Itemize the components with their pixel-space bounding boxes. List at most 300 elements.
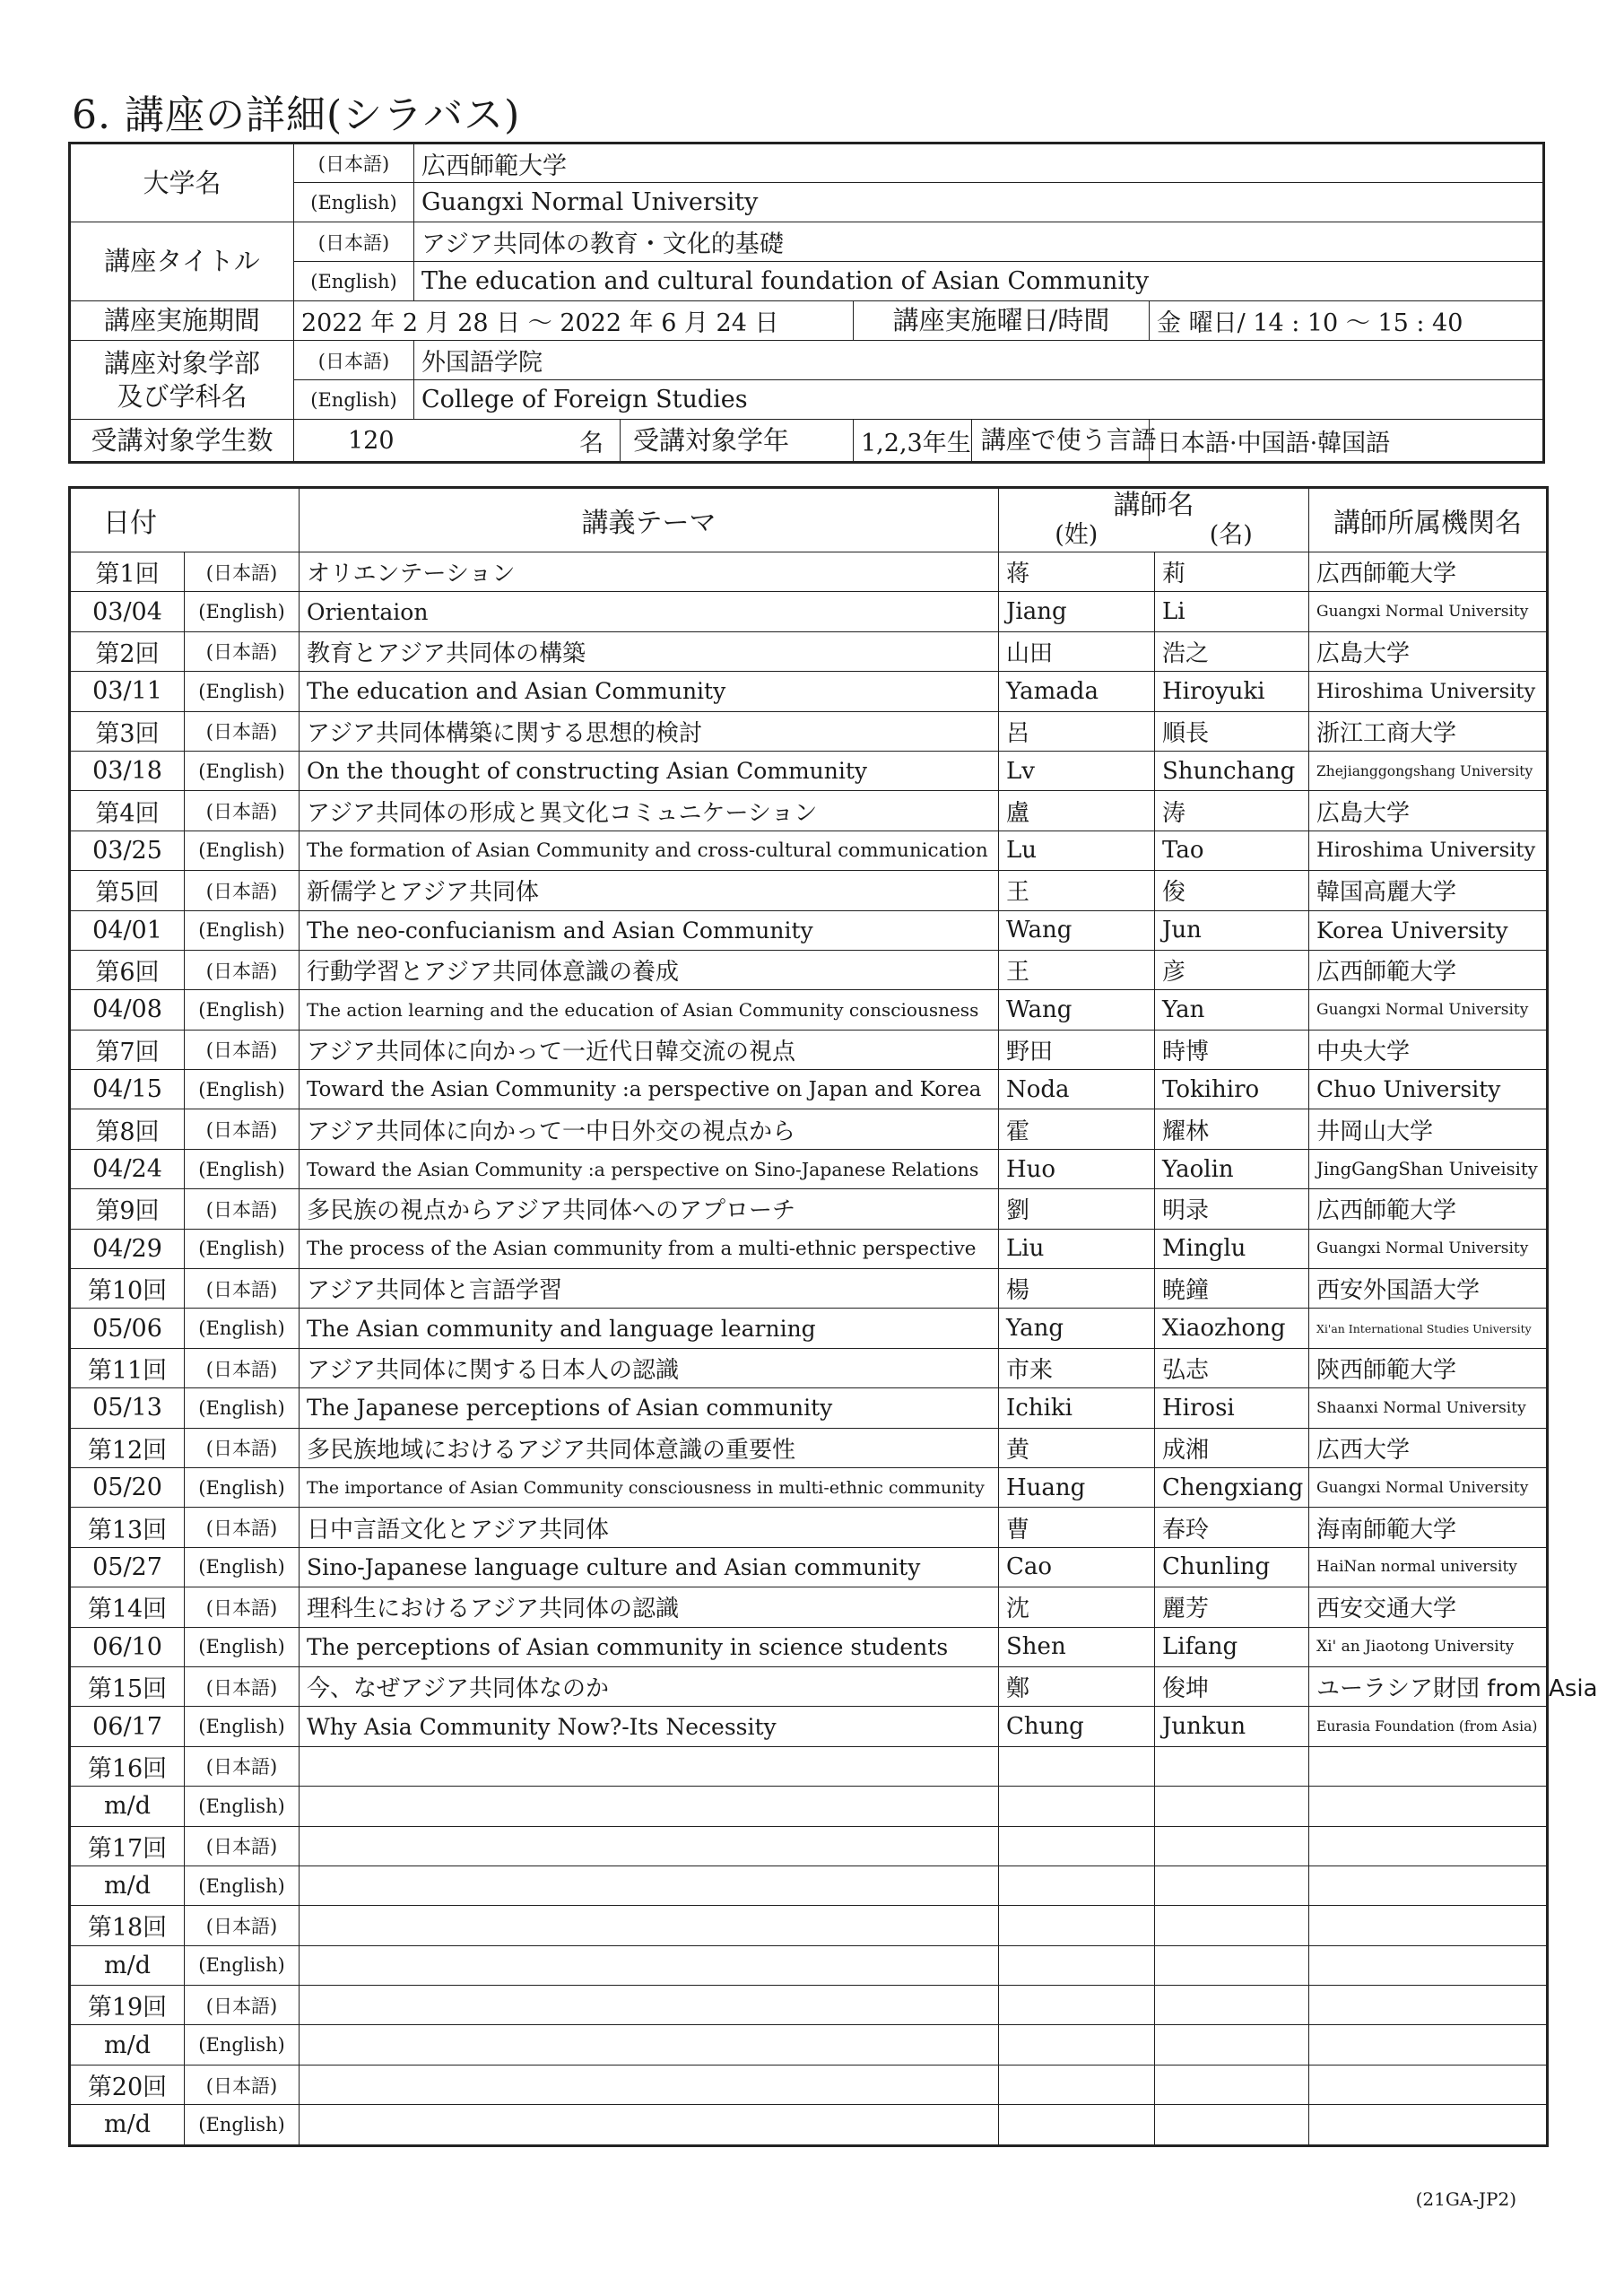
session-row-en <box>70 1388 1548 1428</box>
session-row-en <box>70 672 1548 711</box>
session-row-ja <box>70 1109 1548 1149</box>
family-name-ja: 劉 <box>999 1189 1155 1229</box>
theme-en: On the thought of constructing Asian Community <box>300 751 999 790</box>
given-name-ja: 時博 <box>1155 1030 1309 1069</box>
affiliation-ja <box>1309 1906 1548 1945</box>
affiliation-en: Eurasia Foundation (from Asia) <box>1309 1707 1548 1746</box>
affiliation-en <box>1309 1787 1548 1826</box>
theme-ja: アジア共同体に関する日本人の認識 <box>300 1348 999 1387</box>
lang-tag: (English) <box>185 1787 300 1826</box>
affiliation-en: Guangxi Normal University <box>1309 1229 1548 1268</box>
affiliation-ja: 広西大学 <box>1309 1428 1548 1467</box>
theme-en: The action learning and the education of Asian Community consciousness <box>300 990 999 1030</box>
session-row-en <box>70 1309 1548 1348</box>
session-number: 第8回 <box>70 1109 185 1149</box>
theme-en <box>300 2025 999 2065</box>
given-name-en: Lifang <box>1155 1627 1309 1666</box>
session-row-ja <box>70 950 1548 989</box>
theme-ja: 教育とアジア共同体の構築 <box>300 631 999 671</box>
theme-ja: オリエンテーション <box>300 552 999 592</box>
affiliation-en <box>1309 2105 1548 2145</box>
session-row-en <box>70 592 1548 631</box>
family-name-en <box>999 2105 1155 2145</box>
affiliation-en <box>1309 1945 1548 1985</box>
theme-ja: アジア共同体構築に関する思想的検討 <box>300 711 999 751</box>
session-number: 第2回 <box>70 631 185 671</box>
session-date: 05/20 <box>70 1467 185 1507</box>
affiliation-ja: 井岡山大学 <box>1309 1109 1548 1149</box>
session-number: 第20回 <box>70 2065 185 2104</box>
session-date: 05/13 <box>70 1388 185 1428</box>
theme-ja <box>300 1906 999 1945</box>
theme-en: Toward the Asian Community :a perspective on Japan and Korea <box>300 1070 999 1109</box>
affiliation-ja <box>1309 1746 1548 1786</box>
session-date: m/d <box>70 2025 185 2065</box>
theme-ja: アジア共同体に向かって一近代日韓交流の視点 <box>300 1030 999 1069</box>
family-name-ja <box>999 1906 1155 1945</box>
session-number: 第15回 <box>70 1666 185 1706</box>
theme-en: Sino-Japanese language culture and Asian community <box>300 1547 999 1587</box>
lang-tag: (日本語) <box>185 1109 300 1149</box>
lang-tag: (日本語) <box>294 341 414 380</box>
theme-en: Why Asia Community Now?-Its Necessity <box>300 1707 999 1746</box>
theme-en <box>300 1866 999 1905</box>
university-ja: 広西師範大学 <box>414 144 1544 183</box>
family-name-ja: 盧 <box>999 791 1155 831</box>
session-number: 第17回 <box>70 1826 185 1866</box>
theme-ja: 日中言語文化とアジア共同体 <box>300 1508 999 1547</box>
lang-tag: (English) <box>185 1945 300 1985</box>
theme-en: Orientaion <box>300 592 999 631</box>
lang-tag: (日本語) <box>294 222 414 262</box>
session-row-en <box>70 2105 1548 2145</box>
lang-tag: (English) <box>185 1309 300 1348</box>
lang-tag: (English) <box>185 2105 300 2145</box>
theme-ja: アジア共同体の形成と異文化コミュニケーション <box>300 791 999 831</box>
lang-tag: (English) <box>185 1547 300 1587</box>
family-name-en <box>999 1866 1155 1905</box>
lang-tag: (日本語) <box>185 1986 300 2025</box>
session-date: 03/11 <box>70 672 185 711</box>
given-name-en <box>1155 2025 1309 2065</box>
session-row-en <box>70 2025 1548 2065</box>
family-name-en: Wang <box>999 990 1155 1030</box>
weekday-label: 講座実施曜日/時間 <box>854 301 1150 341</box>
family-name-en <box>999 1787 1155 1826</box>
header-given-name: (名) <box>1209 521 1253 549</box>
year-label: 受講対象学年 <box>621 420 854 463</box>
session-date: 04/01 <box>70 910 185 950</box>
session-number: 第6回 <box>70 950 185 989</box>
theme-en: The neo-confucianism and Asian Community <box>300 910 999 950</box>
given-name-en: Jun <box>1155 910 1309 950</box>
given-name-ja: 暁鐘 <box>1155 1269 1309 1309</box>
family-name-ja: 霍 <box>999 1109 1155 1149</box>
family-name-ja: 蒋 <box>999 552 1155 592</box>
affiliation-ja: 中央大学 <box>1309 1030 1548 1069</box>
given-name-en <box>1155 2105 1309 2145</box>
theme-ja: アジア共同体に向かって一中日外交の視点から <box>300 1109 999 1149</box>
session-row-ja <box>70 631 1548 671</box>
theme-en: The Asian community and language learning <box>300 1309 999 1348</box>
given-name-ja: 麗芳 <box>1155 1587 1309 1627</box>
family-name-en: Wang <box>999 910 1155 950</box>
given-name-en: Li <box>1155 592 1309 631</box>
session-row-en <box>70 1945 1548 1985</box>
lang-tag: (日本語) <box>185 1508 300 1547</box>
lang-tag: (日本語) <box>185 791 300 831</box>
session-row-en <box>70 1229 1548 1268</box>
affiliation-en: Hiroshima University <box>1309 831 1548 870</box>
session-date: m/d <box>70 2105 185 2145</box>
family-name-ja <box>999 1746 1155 1786</box>
session-number: 第10回 <box>70 1269 185 1309</box>
lang-tag: (日本語) <box>185 1666 300 1706</box>
course-title-en: The education and cultural foundation of Asian Community <box>414 262 1544 301</box>
affiliation-en: Hiroshima University <box>1309 672 1548 711</box>
session-number: 第9回 <box>70 1189 185 1229</box>
session-date: m/d <box>70 1866 185 1905</box>
university-en: Guangxi Normal University <box>414 183 1544 222</box>
family-name-ja: 沈 <box>999 1587 1155 1627</box>
lang-tag: (日本語) <box>294 144 414 183</box>
session-row-en <box>70 1707 1548 1746</box>
affiliation-ja: 西安交通大学 <box>1309 1587 1548 1627</box>
university-label: 大学名 <box>70 144 294 222</box>
session-row-ja <box>70 791 1548 831</box>
affiliation-ja: 広西師範大学 <box>1309 1189 1548 1229</box>
lang-tag: (日本語) <box>185 1348 300 1387</box>
lang-tag: (English) <box>185 1070 300 1109</box>
form-code: (21GA-JP2) <box>1415 2188 1516 2210</box>
family-name-ja: 呂 <box>999 711 1155 751</box>
theme-en: The formation of Asian Community and cross-cultural communication <box>300 831 999 870</box>
lang-tag: (日本語) <box>185 1746 300 1786</box>
family-name-en: Cao <box>999 1547 1155 1587</box>
session-date: 05/27 <box>70 1547 185 1587</box>
session-date: 04/29 <box>70 1229 185 1268</box>
affiliation-en: Xi'an International Studies University <box>1309 1309 1548 1348</box>
theme-ja: 多民族の視点からアジア共同体へのアプローチ <box>300 1189 999 1229</box>
session-row-en <box>70 1787 1548 1826</box>
session-number: 第16回 <box>70 1746 185 1786</box>
session-date: 04/08 <box>70 990 185 1030</box>
session-row-ja <box>70 1428 1548 1467</box>
family-name-en: Chung <box>999 1707 1155 1746</box>
family-name-en: Noda <box>999 1070 1155 1109</box>
given-name-ja <box>1155 1746 1309 1786</box>
given-name-ja: 俊坤 <box>1155 1666 1309 1706</box>
lang-tag: (日本語) <box>185 1587 300 1627</box>
language-value: 日本語·中国語·韓国語 <box>1150 420 1544 463</box>
lang-tag: (English) <box>185 1707 300 1746</box>
students-unit: 名 <box>579 429 604 457</box>
lang-tag: (English) <box>185 910 300 950</box>
header-family-name: (姓) <box>1055 521 1099 549</box>
given-name-ja: 成湘 <box>1155 1428 1309 1467</box>
given-name-en <box>1155 1945 1309 1985</box>
family-name-en: Huang <box>999 1467 1155 1507</box>
affiliation-ja: ユーラシア財団 from Asia <box>1309 1666 1548 1706</box>
session-row-en <box>70 831 1548 870</box>
header-instructor <box>999 488 1309 552</box>
given-name-en: Yaolin <box>1155 1149 1309 1188</box>
session-row-en <box>70 1467 1548 1507</box>
session-date: 04/24 <box>70 1149 185 1188</box>
given-name-ja: 彦 <box>1155 950 1309 989</box>
course-title-label: 講座タイトル <box>70 222 294 301</box>
lang-tag: (日本語) <box>185 1269 300 1309</box>
session-date: m/d <box>70 1945 185 1985</box>
language-label: 講座で使う言語 <box>971 420 1157 461</box>
given-name-ja <box>1155 2065 1309 2104</box>
session-date: 03/18 <box>70 751 185 790</box>
given-name-ja: 莉 <box>1155 552 1309 592</box>
theme-ja: 行動学習とアジア共同体意識の養成 <box>300 950 999 989</box>
lang-tag: (English) <box>185 1149 300 1188</box>
lang-tag: (日本語) <box>185 950 300 989</box>
family-name-en: Jiang <box>999 592 1155 631</box>
affiliation-en <box>1309 2025 1548 2065</box>
session-date: 06/10 <box>70 1627 185 1666</box>
session-number: 第12回 <box>70 1428 185 1467</box>
affiliation-ja <box>1309 1826 1548 1866</box>
given-name-ja: 涛 <box>1155 791 1309 831</box>
faculty-en: College of Foreign Studies <box>414 380 1544 420</box>
theme-ja: 多民族地域におけるアジア共同体意識の重要性 <box>300 1428 999 1467</box>
lang-tag: (English) <box>185 1467 300 1507</box>
session-row-ja <box>70 1189 1548 1229</box>
session-row-ja <box>70 1666 1548 1706</box>
period-label: 講座実施期間 <box>70 301 294 341</box>
family-name-ja: 黄 <box>999 1428 1155 1467</box>
theme-en <box>300 1945 999 1985</box>
lang-tag: (English) <box>185 1388 300 1428</box>
session-row-ja <box>70 1587 1548 1627</box>
lang-tag: (English) <box>185 1627 300 1666</box>
family-name-ja: 山田 <box>999 631 1155 671</box>
session-row-en <box>70 1866 1548 1905</box>
theme-ja <box>300 1986 999 2025</box>
affiliation-ja: 広西師範大学 <box>1309 552 1548 592</box>
family-name-ja: 王 <box>999 871 1155 910</box>
course-title-ja: アジア共同体の教育・文化的基礎 <box>414 222 1544 262</box>
theme-ja: 理科生におけるアジア共同体の認識 <box>300 1587 999 1627</box>
header-affiliation: 講師所属機関名 <box>1309 488 1548 552</box>
family-name-ja: 鄭 <box>999 1666 1155 1706</box>
theme-en: The education and Asian Community <box>300 672 999 711</box>
affiliation-ja: 陝西師範大学 <box>1309 1348 1548 1387</box>
session-row-ja <box>70 552 1548 592</box>
course-info-table <box>68 142 1545 464</box>
given-name-ja: 耀林 <box>1155 1109 1309 1149</box>
session-row-ja <box>70 1986 1548 2025</box>
header-date: 日付 <box>70 488 300 552</box>
family-name-en: Lu <box>999 831 1155 870</box>
theme-en: The importance of Asian Community consciousness in multi-ethnic community <box>300 1467 999 1507</box>
given-name-en: Chengxiang <box>1155 1467 1309 1507</box>
session-row-ja <box>70 1906 1548 1945</box>
session-row-en <box>70 1070 1548 1109</box>
affiliation-ja: 広島大学 <box>1309 791 1548 831</box>
affiliation-en <box>1309 1866 1548 1905</box>
affiliation-en: Korea University <box>1309 910 1548 950</box>
faculty-label-line1: 講座対象学部 <box>103 348 260 379</box>
affiliation-ja: 西安外国語大学 <box>1309 1269 1548 1309</box>
family-name-ja: 曹 <box>999 1508 1155 1547</box>
affiliation-en: JingGangShan Univeisity <box>1309 1149 1548 1188</box>
affiliation-en: HaiNan normal university <box>1309 1547 1548 1587</box>
session-row-en <box>70 1627 1548 1666</box>
theme-en: Toward the Asian Community :a perspective on Sino-Japanese Relations <box>300 1149 999 1188</box>
faculty-label <box>70 341 294 420</box>
family-name-ja: 楊 <box>999 1269 1155 1309</box>
family-name-en: Shen <box>999 1627 1155 1666</box>
family-name-ja <box>999 2065 1155 2104</box>
session-row-en <box>70 910 1548 950</box>
affiliation-ja: 広西師範大学 <box>1309 950 1548 989</box>
family-name-en: Ichiki <box>999 1388 1155 1428</box>
given-name-en: Tokihiro <box>1155 1070 1309 1109</box>
given-name-en: Tao <box>1155 831 1309 870</box>
theme-ja: 新儒学とアジア共同体 <box>300 871 999 910</box>
given-name-en: Chunling <box>1155 1547 1309 1587</box>
family-name-ja <box>999 1986 1155 2025</box>
lang-tag: (日本語) <box>185 711 300 751</box>
session-row-en <box>70 1149 1548 1188</box>
weekday-value: 金 曜日/ 14 : 10 ～ 15 : 40 <box>1150 301 1544 341</box>
students-value: 120 <box>348 426 395 455</box>
session-date: 06/17 <box>70 1707 185 1746</box>
lang-tag: (日本語) <box>185 871 300 910</box>
given-name-en: Xiaozhong <box>1155 1309 1309 1348</box>
lang-tag: (日本語) <box>185 552 300 592</box>
theme-ja <box>300 1826 999 1866</box>
session-date: 03/25 <box>70 831 185 870</box>
affiliation-en: Guangxi Normal University <box>1309 1467 1548 1507</box>
session-number: 第11回 <box>70 1348 185 1387</box>
session-date: m/d <box>70 1787 185 1826</box>
given-name-en: Shunchang <box>1155 751 1309 790</box>
faculty-label-line2: 及び学科名 <box>117 380 248 412</box>
schedule-table <box>68 486 1598 2147</box>
affiliation-ja: 韓国高麗大学 <box>1309 871 1548 910</box>
lang-tag: (日本語) <box>185 1428 300 1467</box>
lang-tag: (English) <box>185 1866 300 1905</box>
year-value <box>854 420 1157 463</box>
session-number: 第18回 <box>70 1906 185 1945</box>
given-name-ja <box>1155 1826 1309 1866</box>
affiliation-en: Shaanxi Normal University <box>1309 1388 1548 1428</box>
students-label: 受講対象学生数 <box>70 420 294 463</box>
theme-en <box>300 2105 999 2145</box>
lang-tag: (English) <box>185 831 300 870</box>
session-row-ja <box>70 711 1548 751</box>
family-name-ja: 市来 <box>999 1348 1155 1387</box>
session-number: 第7回 <box>70 1030 185 1069</box>
session-row-ja <box>70 1269 1548 1309</box>
family-name-en: Huo <box>999 1149 1155 1188</box>
faculty-ja: 外国語学院 <box>414 341 1544 380</box>
given-name-ja: 弘志 <box>1155 1348 1309 1387</box>
session-row-ja <box>70 1508 1548 1547</box>
family-name-en: Lv <box>999 751 1155 790</box>
schedule-body <box>70 552 1598 2146</box>
given-name-ja: 浩之 <box>1155 631 1309 671</box>
students-cell <box>294 420 621 463</box>
family-name-en <box>999 1945 1155 1985</box>
session-row-ja <box>70 1348 1548 1387</box>
theme-en <box>300 1787 999 1826</box>
session-number: 第4回 <box>70 791 185 831</box>
given-name-en: Minglu <box>1155 1229 1309 1268</box>
period-value: 2022 年 2 月 28 日 ～ 2022 年 6 月 24 日 <box>294 301 854 341</box>
family-name-en: Yang <box>999 1309 1155 1348</box>
lang-tag: (English) <box>185 1229 300 1268</box>
theme-ja: 今、なぜアジア共同体なのか <box>300 1666 999 1706</box>
family-name-ja: 王 <box>999 950 1155 989</box>
affiliation-en: Guangxi Normal University <box>1309 592 1548 631</box>
affiliation-en: Chuo University <box>1309 1070 1548 1109</box>
affiliation-ja: 浙江工商大学 <box>1309 711 1548 751</box>
family-name-ja: 野田 <box>999 1030 1155 1069</box>
given-name-ja: 順長 <box>1155 711 1309 751</box>
lang-tag: (English) <box>185 990 300 1030</box>
affiliation-en: Guangxi Normal University <box>1309 990 1548 1030</box>
affiliation-ja <box>1309 2065 1548 2104</box>
lang-tag: (English) <box>294 183 414 222</box>
lang-tag: (日本語) <box>185 1906 300 1945</box>
lang-tag: (English) <box>185 751 300 790</box>
session-row-ja <box>70 1030 1548 1069</box>
year-value-text: 1,2,3年生 <box>861 429 971 457</box>
lang-tag: (日本語) <box>185 631 300 671</box>
affiliation-ja: 海南師範大学 <box>1309 1508 1548 1547</box>
given-name-ja: 春玲 <box>1155 1508 1309 1547</box>
family-name-en: Yamada <box>999 672 1155 711</box>
session-date: 05/06 <box>70 1309 185 1348</box>
session-date: 04/15 <box>70 1070 185 1109</box>
given-name-ja <box>1155 1986 1309 2025</box>
lang-tag: (English) <box>294 262 414 301</box>
affiliation-en: Zhejianggongshang University <box>1309 751 1548 790</box>
affiliation-en: Xi' an Jiaotong University <box>1309 1627 1548 1666</box>
session-number: 第3回 <box>70 711 185 751</box>
session-row-ja <box>70 871 1548 910</box>
session-number: 第14回 <box>70 1587 185 1627</box>
affiliation-ja: 広島大学 <box>1309 631 1548 671</box>
given-name-ja <box>1155 1906 1309 1945</box>
session-number: 第1回 <box>70 552 185 592</box>
given-name-ja: 明录 <box>1155 1189 1309 1229</box>
affiliation-ja <box>1309 1986 1548 2025</box>
theme-en: The process of the Asian community from a multi-ethnic perspective <box>300 1229 999 1268</box>
session-row-ja <box>70 1826 1548 1866</box>
lang-tag: (日本語) <box>185 1030 300 1069</box>
theme-en: The perceptions of Asian community in science students <box>300 1627 999 1666</box>
given-name-en: Junkun <box>1155 1707 1309 1746</box>
theme-ja: アジア共同体と言語学習 <box>300 1269 999 1309</box>
family-name-ja <box>999 1826 1155 1866</box>
theme-ja <box>300 1746 999 1786</box>
family-name-en: Liu <box>999 1229 1155 1268</box>
lang-tag: (English) <box>185 672 300 711</box>
page-title: 6. 講座の詳細(シラバス) <box>72 92 521 138</box>
given-name-en: Hiroyuki <box>1155 672 1309 711</box>
session-row-en <box>70 1547 1548 1587</box>
lang-tag: (日本語) <box>185 1826 300 1866</box>
header-instructor-label: 講師名 <box>1113 490 1194 521</box>
